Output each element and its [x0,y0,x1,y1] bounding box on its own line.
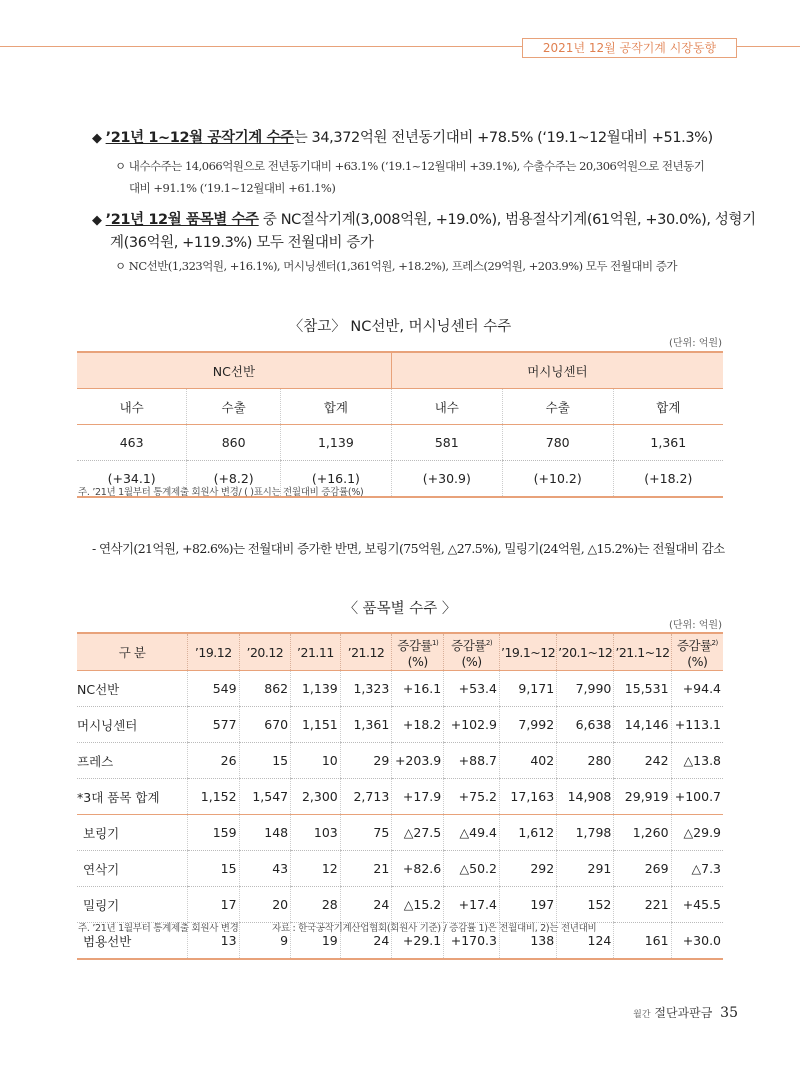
table-cell: 24 [340,923,392,960]
diamond-bullet-icon: ◆ [92,131,102,146]
table-cell: 43 [239,851,291,887]
item-table-body [77,671,723,960]
table-cell: 291 [557,851,614,887]
column-header [671,633,723,671]
column-header [392,633,444,671]
table-cell: 14,908 [557,779,614,815]
column-header: 내수 [391,389,502,425]
table-cell: △49.4 [444,815,500,851]
table-cell: 1,798 [557,815,614,851]
sub-line: ㅇ NC선반(1,323억원, +16.1%), 머시닝센터(1,361억원, +18.2%), 프레스(29억원, +203.9%) 모두 전월대비 증가 [115,259,677,273]
table-cell: 17,163 [499,779,556,815]
table-cell: 7,992 [499,707,556,743]
table-cell: 13 [188,923,240,960]
table-cell: 1,323 [340,671,392,707]
table-cell: 20 [239,887,291,923]
footnote-mark: 2) [711,638,718,647]
table-cell: 221 [614,887,671,923]
ref-table-group-row [77,352,723,389]
table-cell: 197 [499,887,556,923]
header-unit: (%) [687,653,708,669]
magazine-prefix: 월간 [633,1010,651,1020]
table-cell: +100.7 [671,779,723,815]
column-header: 구 분 [77,633,188,671]
table-cell: +82.6 [392,851,444,887]
table-cell: 75 [340,815,392,851]
table-cell: 152 [557,887,614,923]
row-label: *3대 품목 합계 [77,779,188,815]
table-cell: 1,612 [499,815,556,851]
column-header: 합계 [613,389,723,425]
table-cell: 9 [239,923,291,960]
table-cell: +30.0 [671,923,723,960]
value-cell: 581 [391,425,502,461]
item-table-source: 자료 : 한국공작기계산업협회(회원사 기준) / 증감률 1)은 전월대비, 2)는 전년대비 [272,923,597,934]
table-cell: 242 [614,743,671,779]
table-cell: +18.2 [392,707,444,743]
ref-table-unit: (단위: 억원) [669,338,722,349]
ref-table-note: 주. ’21년 1월부터 통계제출 회원사 변경/ ( )표시는 전월대비 증감률(%) [78,487,364,498]
row-label: 보링기 [77,815,188,851]
table-cell: +17.9 [392,779,444,815]
row-label: NC선반 [77,671,188,707]
bullet-text: 는 34,372억원 전년동기대비 +78.5% (‘19.1~12월대비 +51.3%) [293,130,713,146]
table-cell: 1,152 [188,779,240,815]
header-unit: (%) [461,653,482,669]
bullet-annual-orders [92,127,713,150]
column-header: 수출 [187,389,281,425]
table-cell: △15.2 [392,887,444,923]
change-cell: (+34.1) [107,471,156,486]
table-row [77,707,723,743]
table-cell: 15 [239,743,291,779]
table-cell: △13.8 [671,743,723,779]
table-cell: 161 [614,923,671,960]
group-header: 머시닝센터 [391,352,723,389]
value-cell: 860 [187,425,281,461]
value-cell: 463 [77,425,187,461]
header-text: 증감률 [397,637,433,653]
table-row [77,815,723,851]
table-row [77,671,723,707]
row-label: 머시닝센터 [77,707,188,743]
magazine-name: 절단과판금 [654,1006,713,1020]
table-cell: 29,919 [614,779,671,815]
table-cell: 7,990 [557,671,614,707]
column-header: ’21.12 [340,633,392,671]
table-cell: 2,300 [291,779,341,815]
change-cell: (+8.2) [187,461,281,498]
item-table-unit: (단위: 억원) [669,620,722,631]
ref-table-values-row [77,425,723,461]
table-cell: 1,139 [291,671,341,707]
group-header: NC선반 [77,352,391,389]
ref-table-caption: 〈참고〉 NC선반, 머시닝센터 수주 [288,319,512,335]
row-label: 프레스 [77,743,188,779]
table-cell: 402 [499,743,556,779]
change-cell: (+30.9) [391,461,502,498]
value-cell: 1,361 [613,425,723,461]
diamond-bullet-icon: ◆ [92,213,102,228]
column-header: ’19.1~12 [499,633,556,671]
table-cell: +29.1 [392,923,444,960]
table-row [77,779,723,815]
table-cell: 103 [291,815,341,851]
table-cell: +203.9 [392,743,444,779]
table-cell: 10 [291,743,341,779]
column-header: 내수 [77,389,187,425]
table-cell: 12 [291,851,341,887]
bullet-text: 중 NC절삭기계(3,008억원, +19.0%), 범용절삭기계(61억원, +30.0%), 성형기 [258,212,756,228]
table-row [77,887,723,923]
table-cell: 159 [188,815,240,851]
table-cell: 6,638 [557,707,614,743]
table-cell: +102.9 [444,707,500,743]
sub-nc-items [115,255,677,277]
table-cell: 19 [291,923,341,960]
footnote-mark: 1) [432,638,439,647]
table-cell: 2,713 [340,779,392,815]
table-cell: △27.5 [392,815,444,851]
table-cell: 9,171 [499,671,556,707]
footnote-mark: 2) [485,638,493,647]
table-cell: 21 [340,851,392,887]
table-cell: 29 [340,743,392,779]
item-table-note: 주. ’21년 1월부터 통계제출 회원사 변경 [78,923,239,934]
ref-table-column-row [77,389,723,425]
table-cell: △29.9 [671,815,723,851]
column-header: 수출 [502,389,613,425]
running-header: 2021년 12월 공작기계 시장동향 [522,38,737,58]
row-label: 밀링기 [77,887,188,923]
sub-domestic-export [115,155,704,199]
column-header: ’21.1~12 [614,633,671,671]
header-text: 증감률 [676,637,712,653]
row-label: 범용선반 [77,923,188,960]
table-cell: 1,547 [239,779,291,815]
column-header: ’19.12 [188,633,240,671]
table-cell: 292 [499,851,556,887]
table-cell: 862 [239,671,291,707]
value-cell: 1,139 [280,425,391,461]
change-cell: (+16.1) [280,461,391,498]
column-header: 합계 [280,389,391,425]
dash-summary: - 연삭기(21억원, +82.6%)는 전월대비 증가한 반면, 보링기(75억원, △27.5%), 밀링기(24억원, △15.2%)는 전월대비 감소 [92,541,725,556]
table-cell: 269 [614,851,671,887]
bullet-bold: ’21년 12월 품목별 수주 [105,212,259,228]
table-cell: 28 [291,887,341,923]
change-cell: (+18.2) [613,461,723,498]
table-cell: +88.7 [444,743,500,779]
table-cell: 148 [239,815,291,851]
bullet-monthly-items [92,209,756,254]
bullet-text: 계(36억원, +119.3%) 모두 전월대비 증가 [110,235,374,251]
table-cell: 1,151 [291,707,341,743]
table-cell: 17 [188,887,240,923]
table-cell: +45.5 [671,887,723,923]
table-cell: 24 [340,887,392,923]
row-label: 연삭기 [77,851,188,887]
table-cell: 1,361 [340,707,392,743]
table-cell: 26 [188,743,240,779]
item-table-caption: 〈 품목별 수주 〉 [343,601,457,617]
table-cell: 124 [557,923,614,960]
table-cell: 15,531 [614,671,671,707]
table-cell: 14,146 [614,707,671,743]
table-cell: 280 [557,743,614,779]
column-header: ’21.11 [291,633,341,671]
table-cell: 15 [188,851,240,887]
table-cell: +17.4 [444,887,500,923]
table-cell: +53.4 [444,671,500,707]
item-table [77,632,723,960]
page-number: 35 [720,1005,738,1021]
change-cell: (+10.2) [502,461,613,498]
sub-line: 대비 +91.1% (‘19.1~12월대비 +61.1%) [129,181,336,195]
table-cell: 670 [239,707,291,743]
sub-line: ㅇ 내수수주는 14,066억원으로 전년동기대비 +63.1% (‘19.1~12월대비 +39.1%), 수출수주는 20,306억원으로 전년동기 [115,159,705,173]
item-table-header-row [77,633,723,671]
table-cell: +94.4 [671,671,723,707]
table-row [77,851,723,887]
value-cell: 780 [502,425,613,461]
table-cell: △50.2 [444,851,500,887]
table-cell: 1,260 [614,815,671,851]
table-cell: +113.1 [671,707,723,743]
bullet-bold: ’21년 1~12월 공작기계 수주 [105,130,294,146]
ref-table [77,351,723,498]
header-unit: (%) [407,653,428,669]
table-cell: 549 [188,671,240,707]
page-footer [633,1004,738,1021]
column-header [444,633,500,671]
table-row [77,743,723,779]
table-cell: +16.1 [392,671,444,707]
column-header: ’20.1~12 [557,633,614,671]
table-cell: 577 [188,707,240,743]
table-cell: △7.3 [671,851,723,887]
column-header: ’20.12 [239,633,291,671]
table-cell: 138 [499,923,556,960]
table-cell: +75.2 [444,779,500,815]
table-cell: +170.3 [444,923,500,960]
header-text: 증감률 [451,637,486,653]
